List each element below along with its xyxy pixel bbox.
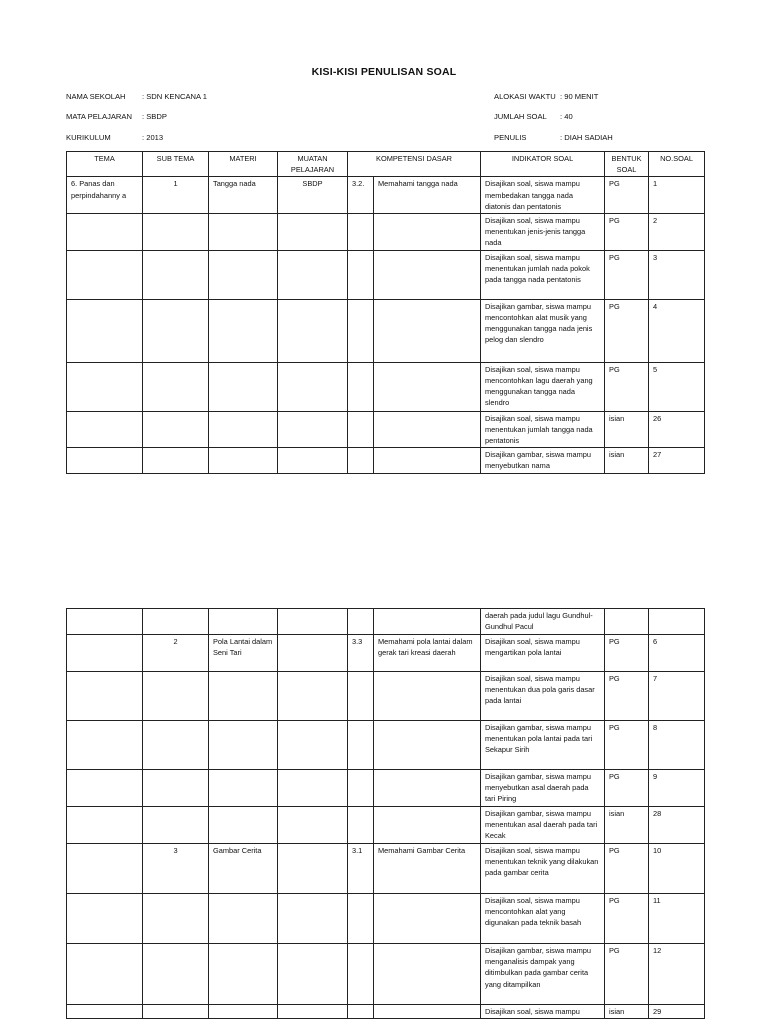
- header-materi: MATERI: [209, 152, 278, 177]
- cell-kd-number: [348, 609, 374, 635]
- cell-materi: [209, 1005, 278, 1019]
- cell-indikator-soal: Disajikan gambar, siswa mampu menyebutkan asal daerah pada tari Piring: [481, 770, 605, 807]
- cell-tema: [67, 299, 143, 362]
- info-label: PENULIS: [494, 133, 527, 142]
- cell-kd-text: [374, 770, 481, 807]
- cell-indikator-soal: Disajikan soal, siswa mampu menentukan jenis-jenis tangga nada: [481, 214, 605, 251]
- header-no-soal: NO.SOAL: [649, 152, 705, 177]
- cell-muatan-pelajaran: [278, 1005, 348, 1019]
- cell-bentuk-soal: PG: [605, 362, 649, 411]
- cell-kd-text: [374, 894, 481, 944]
- cell-kd-number: [348, 807, 374, 844]
- header-tema: TEMA: [67, 152, 143, 177]
- cell-kd-text: Memahami pola lantai dalam gerak tari kreasi daerah: [374, 635, 481, 672]
- cell-kd-number: [348, 448, 374, 473]
- cell-sub-tema: [143, 944, 209, 1005]
- info-value: : 40: [560, 112, 573, 121]
- cell-sub-tema: [143, 721, 209, 770]
- cell-no-soal: 11: [649, 894, 705, 944]
- cell-kd-text: [374, 448, 481, 473]
- cell-kd-text: [374, 944, 481, 1005]
- cell-tema: [67, 944, 143, 1005]
- cell-muatan-pelajaran: [278, 299, 348, 362]
- cell-bentuk-soal: isian: [605, 807, 649, 844]
- cell-kd-number: 3.2.: [348, 177, 374, 214]
- cell-no-soal: 28: [649, 807, 705, 844]
- cell-no-soal: [649, 609, 705, 635]
- header-indikator-soal: INDIKATOR SOAL: [481, 152, 605, 177]
- cell-sub-tema: [143, 609, 209, 635]
- cell-bentuk-soal: PG: [605, 721, 649, 770]
- cell-no-soal: 8: [649, 721, 705, 770]
- cell-sub-tema: [143, 894, 209, 944]
- cell-sub-tema: [143, 362, 209, 411]
- info-label: KURIKULUM: [66, 133, 111, 142]
- info-value: : 2013: [142, 133, 164, 142]
- cell-tema: [67, 250, 143, 299]
- cell-bentuk-soal: PG: [605, 214, 649, 251]
- cell-muatan-pelajaran: [278, 894, 348, 944]
- cell-materi: [209, 944, 278, 1005]
- info-label: JUMLAH SOAL: [494, 112, 547, 121]
- header-sub-tema: SUB TEMA: [143, 152, 209, 177]
- cell-muatan-pelajaran: [278, 214, 348, 251]
- cell-tema: [67, 609, 143, 635]
- cell-bentuk-soal: PG: [605, 635, 649, 672]
- cell-bentuk-soal: PG: [605, 250, 649, 299]
- info-value: : SBDP: [142, 112, 167, 121]
- cell-muatan-pelajaran: [278, 721, 348, 770]
- table-row: [67, 250, 705, 299]
- cell-kd-number: 3.1: [348, 844, 374, 894]
- cell-muatan-pelajaran: [278, 362, 348, 411]
- cell-kd-text: [374, 299, 481, 362]
- table-row: [67, 448, 705, 473]
- cell-muatan-pelajaran: [278, 635, 348, 672]
- cell-tema: [67, 448, 143, 473]
- cell-indikator-soal: Disajikan soal, siswa mampu menentukan teknik yang dilakukan pada gambar cerita: [481, 844, 605, 894]
- kisi-kisi-table-page-2: [66, 608, 705, 1019]
- cell-kd-text: [374, 362, 481, 411]
- cell-bentuk-soal: PG: [605, 944, 649, 1005]
- cell-materi: [209, 214, 278, 251]
- cell-bentuk-soal: PG: [605, 770, 649, 807]
- cell-muatan-pelajaran: [278, 411, 348, 448]
- cell-kd-number: [348, 411, 374, 448]
- table-row: [67, 411, 705, 448]
- cell-no-soal: 4: [649, 299, 705, 362]
- cell-sub-tema: [143, 214, 209, 251]
- cell-kd-number: [348, 250, 374, 299]
- table-header-row: [67, 152, 705, 177]
- cell-materi: [209, 721, 278, 770]
- table-row: [67, 944, 705, 1005]
- cell-indikator-soal: Disajikan soal, siswa mampu menentukan jumlah nada pokok pada tangga nada pentatonis: [481, 250, 605, 299]
- cell-muatan-pelajaran: [278, 944, 348, 1005]
- cell-bentuk-soal: isian: [605, 1005, 649, 1019]
- table-row: [67, 177, 705, 214]
- cell-sub-tema: [143, 770, 209, 807]
- cell-sub-tema: [143, 250, 209, 299]
- info-value: : DIAH SADIAH: [560, 133, 613, 142]
- cell-bentuk-soal: PG: [605, 844, 649, 894]
- cell-indikator-soal: Disajikan soal, siswa mampu mengartikan pola lantai: [481, 635, 605, 672]
- cell-no-soal: 9: [649, 770, 705, 807]
- cell-indikator-soal: Disajikan soal, siswa mampu mencontohkan alat yang digunakan pada teknik basah: [481, 894, 605, 944]
- cell-kd-text: [374, 250, 481, 299]
- table-row: [67, 721, 705, 770]
- cell-materi: [209, 448, 278, 473]
- cell-materi: [209, 770, 278, 807]
- table-row: [67, 362, 705, 411]
- cell-materi: Pola Lantai dalam Seni Tari: [209, 635, 278, 672]
- cell-indikator-soal: Disajikan gambar, siswa mampu mencontohkan alat musik yang menggunakan tangga nada jenis pelog dan slendro: [481, 299, 605, 362]
- cell-no-soal: 26: [649, 411, 705, 448]
- cell-kd-number: [348, 214, 374, 251]
- cell-tema: [67, 894, 143, 944]
- cell-materi: [209, 411, 278, 448]
- cell-sub-tema: [143, 299, 209, 362]
- cell-no-soal: 27: [649, 448, 705, 473]
- info-jumlah-soal: [494, 112, 573, 122]
- cell-sub-tema: [143, 411, 209, 448]
- cell-bentuk-soal: PG: [605, 177, 649, 214]
- cell-sub-tema: [143, 807, 209, 844]
- cell-kd-number: [348, 721, 374, 770]
- cell-indikator-soal: Disajikan soal, siswa mampu membedakan tangga nada diatonis dan pentatonis: [481, 177, 605, 214]
- info-value: : SDN KENCANA 1: [142, 92, 207, 101]
- info-label: NAMA SEKOLAH: [66, 92, 126, 101]
- cell-kd-number: [348, 944, 374, 1005]
- cell-sub-tema: [143, 1005, 209, 1019]
- table-row: [67, 807, 705, 844]
- info-alokasi-waktu: [494, 92, 598, 102]
- cell-muatan-pelajaran: [278, 448, 348, 473]
- cell-tema: [67, 1005, 143, 1019]
- cell-indikator-soal: Disajikan gambar, siswa mampu menganalisis dampak yang ditimbulkan pada gambar cerita yang ditampilkan: [481, 944, 605, 1005]
- cell-no-soal: 12: [649, 944, 705, 1005]
- cell-tema: [67, 411, 143, 448]
- cell-tema: [67, 721, 143, 770]
- cell-tema: [67, 214, 143, 251]
- cell-sub-tema: [143, 672, 209, 721]
- cell-kd-text: [374, 411, 481, 448]
- cell-muatan-pelajaran: [278, 672, 348, 721]
- cell-sub-tema: 2: [143, 635, 209, 672]
- cell-no-soal: 2: [649, 214, 705, 251]
- cell-kd-text: [374, 609, 481, 635]
- table-row: [67, 894, 705, 944]
- cell-bentuk-soal: isian: [605, 448, 649, 473]
- cell-no-soal: 6: [649, 635, 705, 672]
- cell-materi: Gambar Cerita: [209, 844, 278, 894]
- table-row: [67, 299, 705, 362]
- table-row: [67, 672, 705, 721]
- info-label: ALOKASI WAKTU: [494, 92, 556, 101]
- cell-kd-number: [348, 672, 374, 721]
- cell-indikator-soal: Disajikan gambar, siswa mampu menentukan asal daerah pada tari Kecak: [481, 807, 605, 844]
- cell-tema: [67, 672, 143, 721]
- cell-bentuk-soal: [605, 609, 649, 635]
- header-kompetensi-dasar: KOMPETENSI DASAR: [348, 152, 481, 177]
- cell-tema: [67, 770, 143, 807]
- cell-tema: [67, 362, 143, 411]
- page-title: KISI-KISI PENULISAN SOAL: [311, 66, 457, 78]
- table-row: [67, 770, 705, 807]
- cell-muatan-pelajaran: [278, 770, 348, 807]
- cell-muatan-pelajaran: [278, 250, 348, 299]
- cell-sub-tema: 1: [143, 177, 209, 214]
- cell-sub-tema: 3: [143, 844, 209, 894]
- info-penulis: [494, 133, 613, 143]
- cell-bentuk-soal: PG: [605, 299, 649, 362]
- cell-materi: [209, 299, 278, 362]
- cell-kd-number: [348, 1005, 374, 1019]
- cell-kd-text: [374, 214, 481, 251]
- cell-indikator-soal: Disajikan soal, siswa mampu menentukan jumlah tangga nada pentatonis: [481, 411, 605, 448]
- cell-kd-number: 3.3: [348, 635, 374, 672]
- header-muatan-pelajaran: MUATAN PELAJARAN: [278, 152, 348, 177]
- cell-indikator-soal: Disajikan soal, siswa mampu: [481, 1005, 605, 1019]
- cell-indikator-soal: Disajikan gambar, siswa mampu menyebutkan nama: [481, 448, 605, 473]
- info-value: : 90 MENIT: [560, 92, 599, 101]
- cell-kd-text: [374, 1005, 481, 1019]
- cell-muatan-pelajaran: SBDP: [278, 177, 348, 214]
- cell-kd-number: [348, 362, 374, 411]
- info-label: MATA PELAJARAN: [66, 112, 132, 121]
- cell-no-soal: 1: [649, 177, 705, 214]
- info-nama-sekolah: [66, 92, 207, 102]
- cell-bentuk-soal: PG: [605, 894, 649, 944]
- cell-bentuk-soal: PG: [605, 672, 649, 721]
- table-row: [67, 214, 705, 251]
- header-bentuk-soal: BENTUK SOAL: [605, 152, 649, 177]
- cell-no-soal: 5: [649, 362, 705, 411]
- cell-indikator-soal: Disajikan soal, siswa mampu mencontohkan lagu daerah yang menggunakan tangga nada slendro: [481, 362, 605, 411]
- cell-kd-text: [374, 807, 481, 844]
- cell-indikator-soal: daerah pada judul lagu Gundhul-Gundhul Pacul: [481, 609, 605, 635]
- cell-bentuk-soal: isian: [605, 411, 649, 448]
- cell-indikator-soal: Disajikan gambar, siswa mampu menentukan pola lantai pada tari Sekapur Sirih: [481, 721, 605, 770]
- table-row: [67, 844, 705, 894]
- cell-materi: [209, 609, 278, 635]
- kisi-kisi-table-page-1: [66, 151, 705, 474]
- table-row: [67, 1005, 705, 1019]
- cell-kd-text: [374, 672, 481, 721]
- cell-kd-text: Memahami tangga nada: [374, 177, 481, 214]
- cell-muatan-pelajaran: [278, 807, 348, 844]
- cell-kd-number: [348, 299, 374, 362]
- cell-kd-text: Memahami Gambar Cerita: [374, 844, 481, 894]
- cell-muatan-pelajaran: [278, 609, 348, 635]
- cell-indikator-soal: Disajikan soal, siswa mampu menentukan dua pola garis dasar pada lantai: [481, 672, 605, 721]
- cell-materi: [209, 672, 278, 721]
- cell-no-soal: 29: [649, 1005, 705, 1019]
- cell-no-soal: 7: [649, 672, 705, 721]
- cell-kd-number: [348, 894, 374, 944]
- cell-tema: 6. Panas dan perpindahanny a: [67, 177, 143, 214]
- info-kurikulum: [66, 133, 163, 143]
- cell-materi: [209, 894, 278, 944]
- cell-tema: [67, 844, 143, 894]
- cell-tema: [67, 807, 143, 844]
- cell-kd-text: [374, 721, 481, 770]
- cell-materi: [209, 807, 278, 844]
- table-row: [67, 635, 705, 672]
- cell-muatan-pelajaran: [278, 844, 348, 894]
- info-mata-pelajaran: [66, 112, 167, 122]
- table-row: [67, 609, 705, 635]
- cell-materi: [209, 250, 278, 299]
- cell-no-soal: 10: [649, 844, 705, 894]
- cell-materi: Tangga nada: [209, 177, 278, 214]
- cell-kd-number: [348, 770, 374, 807]
- cell-sub-tema: [143, 448, 209, 473]
- cell-materi: [209, 362, 278, 411]
- cell-no-soal: 3: [649, 250, 705, 299]
- cell-tema: [67, 635, 143, 672]
